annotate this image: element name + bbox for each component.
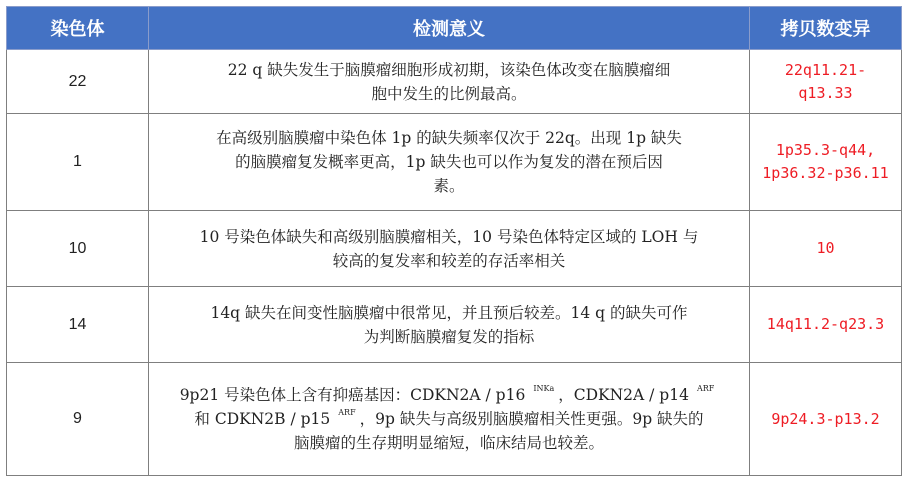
chromosome-cell: 1 <box>7 114 149 211</box>
meaning-line <box>163 383 735 407</box>
table-row <box>7 114 902 211</box>
meaning-line <box>163 407 735 431</box>
cnv-cell <box>750 211 902 287</box>
meaning-line: 胞中发生的比例最高。 <box>371 84 527 103</box>
cnv-cell <box>750 287 902 363</box>
superscript: INKa <box>533 384 555 393</box>
meaning-text: ，CDKN2A / p14 <box>558 386 689 404</box>
meaning-line: 14q 缺失在间变性脑膜瘤中很常见，并且预后较差。14 q 的缺失可作 <box>210 303 688 322</box>
table-header-row <box>7 7 902 50</box>
meaning-line: 素。 <box>433 177 465 195</box>
header-meaning: 检测意义 <box>149 7 750 50</box>
meaning-line: 22 q 缺失发生于脑膜瘤细胞形成初期，该染色体改变在脑膜瘤细 <box>227 60 671 79</box>
chromosome-cell: 22 <box>7 50 149 114</box>
meaning-line: 为判断脑膜瘤复发的指标 <box>363 327 535 346</box>
meaning-cell <box>149 363 750 476</box>
cnv-line: 1p36.32-p36.11 <box>762 164 889 182</box>
table-row <box>7 287 902 363</box>
meaning-text: ，9p 缺失与高级别脑膜瘤相关性更强。9p 缺失的 <box>359 410 704 428</box>
meaning-line: 10 号染色体缺失和高级别脑膜瘤相关，10 号染色体特定区域的 LOH 与 <box>199 227 699 246</box>
meaning-cell <box>149 211 750 287</box>
meaning-line: 在高级别脑膜瘤中染色体 1p 的缺失频率仅次于 22q。出现 1p 缺失 <box>216 129 682 147</box>
chromosome-cell: 10 <box>7 211 149 287</box>
meaning-text: 和 CDKN2B / p15 <box>194 410 331 428</box>
superscript: ARF <box>696 384 715 393</box>
cnv-line: 1p35.3-q44, <box>775 141 876 159</box>
header-chromosome: 染色体 <box>7 7 149 50</box>
table-row <box>7 50 902 114</box>
cnv-cell <box>750 50 902 114</box>
meaning-cell <box>149 287 750 363</box>
meaning-cell <box>149 114 750 211</box>
meaning-line: 脑膜瘤的生存期明显缩短，临床结局也较差。 <box>293 434 604 452</box>
cnv-table <box>6 6 902 476</box>
chromosome-cell: 14 <box>7 287 149 363</box>
table-row <box>7 211 902 287</box>
chromosome-cell: 9 <box>7 363 149 476</box>
meaning-cell <box>149 50 750 114</box>
cnv-line: 9p24.3-p13.2 <box>771 409 880 428</box>
cnv-line: 22q11.21- <box>784 60 867 79</box>
superscript: ARF <box>338 408 356 417</box>
cnv-line: q13.33 <box>798 83 853 102</box>
meaning-line: 较高的复发率和较差的存活率相关 <box>332 251 566 270</box>
cnv-cell <box>750 363 902 476</box>
cnv-line: 14q11.2-q23.3 <box>766 315 885 333</box>
header-cnv: 拷贝数变异 <box>750 7 902 50</box>
cnv-line: 10 <box>816 239 835 257</box>
meaning-line: 的脑膜瘤复发概率更高，1p 缺失也可以作为复发的潜在预后因 <box>235 153 663 171</box>
table-row <box>7 363 902 476</box>
cnv-cell <box>750 114 902 211</box>
meaning-text: 9p21 号染色体上含有抑癌基因：CDKN2A / p16 <box>179 386 526 404</box>
